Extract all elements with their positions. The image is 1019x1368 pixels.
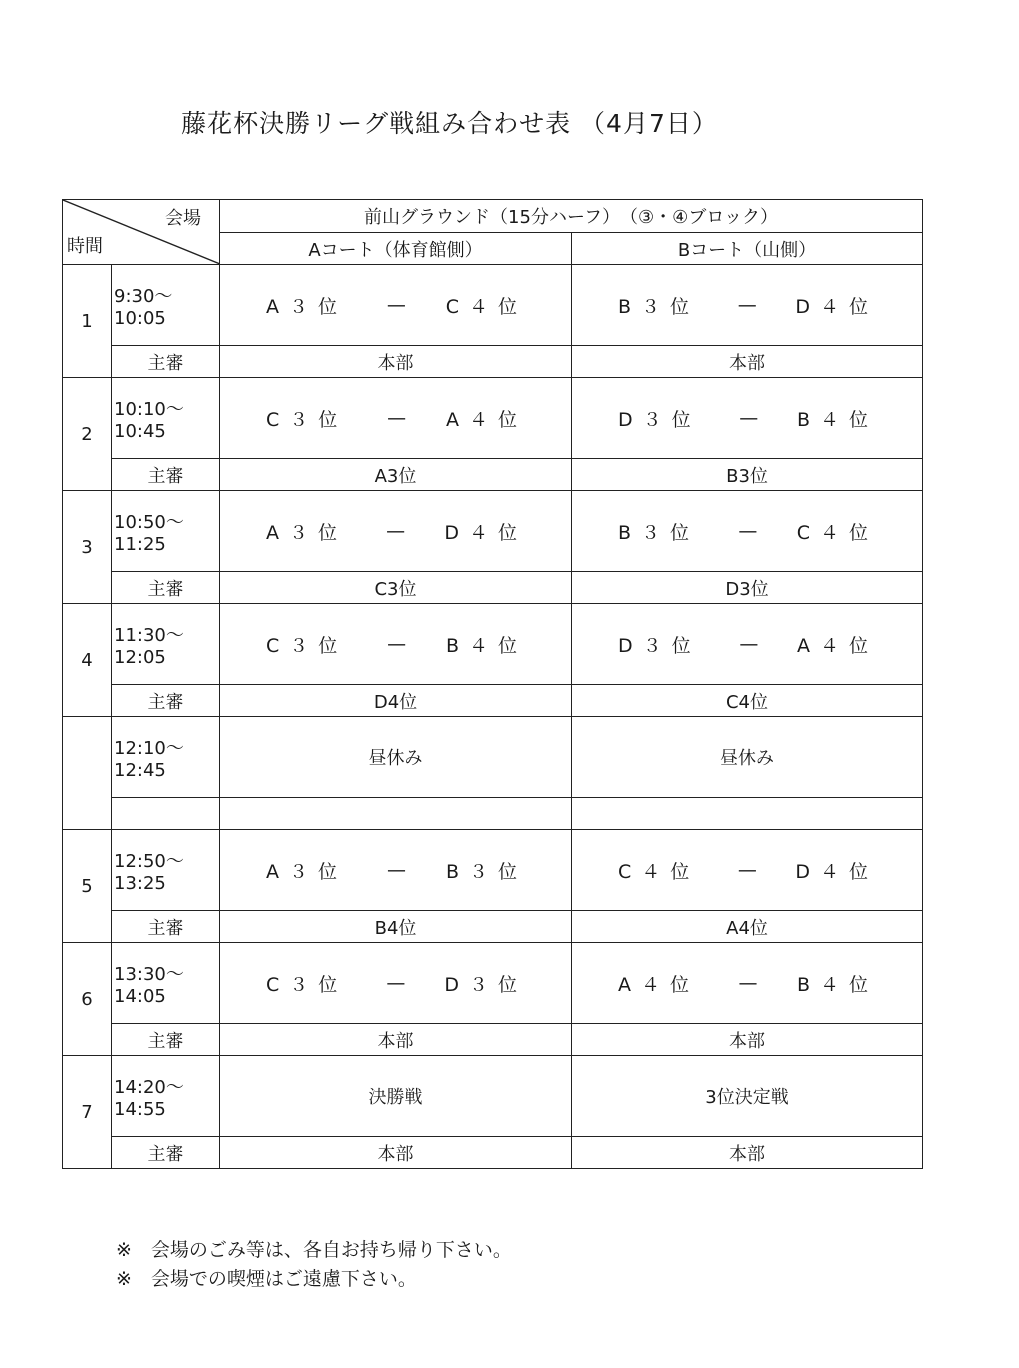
referee-label: 主審: [112, 346, 220, 378]
matchup: [572, 405, 922, 432]
referee-label: 主審: [112, 1024, 220, 1056]
away-team: D４位: [444, 521, 527, 544]
referee-row: [63, 572, 923, 604]
matchup: [220, 518, 571, 545]
referee-label: 主審: [112, 459, 220, 491]
round-number: 7: [63, 1056, 112, 1169]
court-b-event: 昼休み: [572, 717, 923, 798]
court-a-referee: 本部: [220, 346, 572, 378]
away-team: B３位: [445, 860, 527, 883]
court-a-referee: 本部: [220, 1137, 572, 1169]
referee-label: 主審: [112, 685, 220, 717]
away-team: A４位: [797, 634, 879, 657]
matchup: [220, 631, 571, 658]
away-team: D４位: [795, 295, 878, 318]
round-number: 5: [63, 830, 112, 943]
match-row: [63, 717, 923, 798]
referee-label: 主審: [112, 1137, 220, 1169]
court-a-referee: 本部: [220, 1024, 572, 1056]
versus-dash: —: [386, 520, 406, 542]
matchup: [572, 857, 922, 884]
match-row: [63, 604, 923, 685]
round-number: 6: [63, 943, 112, 1056]
court-a-match: [220, 943, 572, 1024]
time-slot: 11:30～12:05: [112, 604, 220, 685]
court-b-referee: 本部: [572, 346, 923, 378]
court-b-referee: C4位: [572, 685, 923, 717]
away-team: B４位: [445, 634, 527, 657]
court-b-event: 3位決定戦: [572, 1056, 923, 1137]
court-a-event: 昼休み: [220, 717, 572, 798]
matchup: [572, 518, 922, 545]
versus-dash: —: [737, 859, 757, 881]
matchup: [220, 857, 571, 884]
court-b-header: Bコート（山側）: [572, 233, 923, 265]
match-row: [63, 1056, 923, 1137]
court-a-match: [220, 491, 572, 572]
away-team: B４位: [796, 408, 878, 431]
time-slot: 10:10～10:45: [112, 378, 220, 459]
home-team: C３位: [266, 408, 348, 431]
schedule-body: [63, 265, 923, 1169]
home-team: A３位: [266, 521, 347, 544]
round-number: 3: [63, 491, 112, 604]
home-team: B３位: [618, 521, 700, 544]
venue-header: 前山グラウンド（15分ハーフ） （③・④ブロック）: [220, 200, 923, 233]
court-b-match: [572, 830, 923, 911]
court-a-match: [220, 604, 572, 685]
referee-row: [63, 459, 923, 491]
round-number: 2: [63, 378, 112, 491]
court-b-match: [572, 943, 923, 1024]
note-line: ※ 会場のごみ等は、各自お持ち帰り下さい。: [116, 1239, 512, 1261]
away-team: B４位: [796, 973, 879, 996]
referee-row: [63, 798, 923, 830]
referee-row: [63, 911, 923, 943]
matchup: [572, 970, 922, 997]
court-a-header: Aコート（体育館側）: [220, 233, 572, 265]
home-team: D３位: [618, 408, 701, 431]
home-team: C４位: [618, 860, 700, 883]
matchup: [572, 292, 922, 319]
court-a-referee: A3位: [220, 459, 572, 491]
court-b-referee: 本部: [572, 1137, 923, 1169]
referee-label: 主審: [112, 572, 220, 604]
home-team: A４位: [618, 973, 699, 996]
match-row: [63, 943, 923, 1024]
time-slot: 12:50～13:25: [112, 830, 220, 911]
round-number: 4: [63, 604, 112, 717]
court-b-referee: [572, 798, 923, 830]
away-team: D４位: [795, 860, 879, 883]
versus-dash: —: [386, 294, 406, 316]
court-a-match: [220, 830, 572, 911]
versus-dash: —: [386, 859, 406, 881]
home-team: B３位: [618, 295, 700, 318]
corner-time-label: 時間: [67, 236, 103, 257]
court-a-referee: [220, 798, 572, 830]
court-b-referee: 本部: [572, 1024, 923, 1056]
court-b-match: [572, 491, 923, 572]
referee-row: [63, 1024, 923, 1056]
court-b-referee: B3位: [572, 459, 923, 491]
court-a-referee: B4位: [220, 911, 572, 943]
court-a-referee: C3位: [220, 572, 572, 604]
referee-row: [63, 346, 923, 378]
match-row: [63, 265, 923, 346]
matchup: [220, 292, 571, 319]
header-corner-cell: [63, 200, 220, 265]
match-row: [63, 491, 923, 572]
referee-label: 主審: [112, 911, 220, 943]
time-slot: 10:50～11:25: [112, 491, 220, 572]
corner-venue-label: 会場: [165, 208, 201, 229]
matchup: [220, 970, 571, 997]
note-line: ※ 会場での喫煙はご遠慮下さい。: [116, 1268, 417, 1290]
versus-dash: —: [739, 407, 759, 429]
away-team: C４位: [445, 295, 527, 318]
court-b-referee: D3位: [572, 572, 923, 604]
notes: [116, 1236, 512, 1294]
away-team: D３位: [444, 973, 527, 996]
court-a-referee: D4位: [220, 685, 572, 717]
away-team: C４位: [796, 521, 879, 544]
away-team: A４位: [446, 408, 527, 431]
versus-dash: —: [738, 520, 758, 542]
time-slot: 14:20～14:55: [112, 1056, 220, 1137]
court-a-match: [220, 378, 572, 459]
versus-dash: —: [386, 972, 406, 994]
schedule-table: [62, 199, 923, 1169]
matchup: [572, 631, 922, 658]
round-number: [63, 717, 112, 830]
home-team: D３位: [618, 634, 701, 657]
referee-label: [112, 798, 220, 830]
time-slot: 9:30～10:05: [112, 265, 220, 346]
court-a-event: 決勝戦: [220, 1056, 572, 1137]
home-team: C３位: [266, 634, 348, 657]
versus-dash: —: [738, 972, 758, 994]
time-slot: 12:10～12:45: [112, 717, 220, 798]
referee-row: [63, 685, 923, 717]
round-number: 1: [63, 265, 112, 378]
court-b-match: [572, 265, 923, 346]
matchup: [220, 405, 571, 432]
time-slot: 13:30～14:05: [112, 943, 220, 1024]
court-b-referee: A4位: [572, 911, 923, 943]
versus-dash: —: [737, 294, 757, 316]
match-row: [63, 830, 923, 911]
court-b-match: [572, 378, 923, 459]
versus-dash: —: [739, 633, 759, 655]
match-row: [63, 378, 923, 459]
court-b-match: [572, 604, 923, 685]
referee-row: [63, 1137, 923, 1169]
versus-dash: —: [387, 633, 407, 655]
home-team: A３位: [266, 295, 347, 318]
court-a-match: [220, 265, 572, 346]
versus-dash: —: [387, 407, 407, 429]
home-team: A３位: [266, 860, 347, 883]
home-team: C３位: [266, 973, 348, 996]
page-title: 藤花杯決勝リーグ戦組み合わせ表 （4月7日）: [181, 109, 718, 138]
